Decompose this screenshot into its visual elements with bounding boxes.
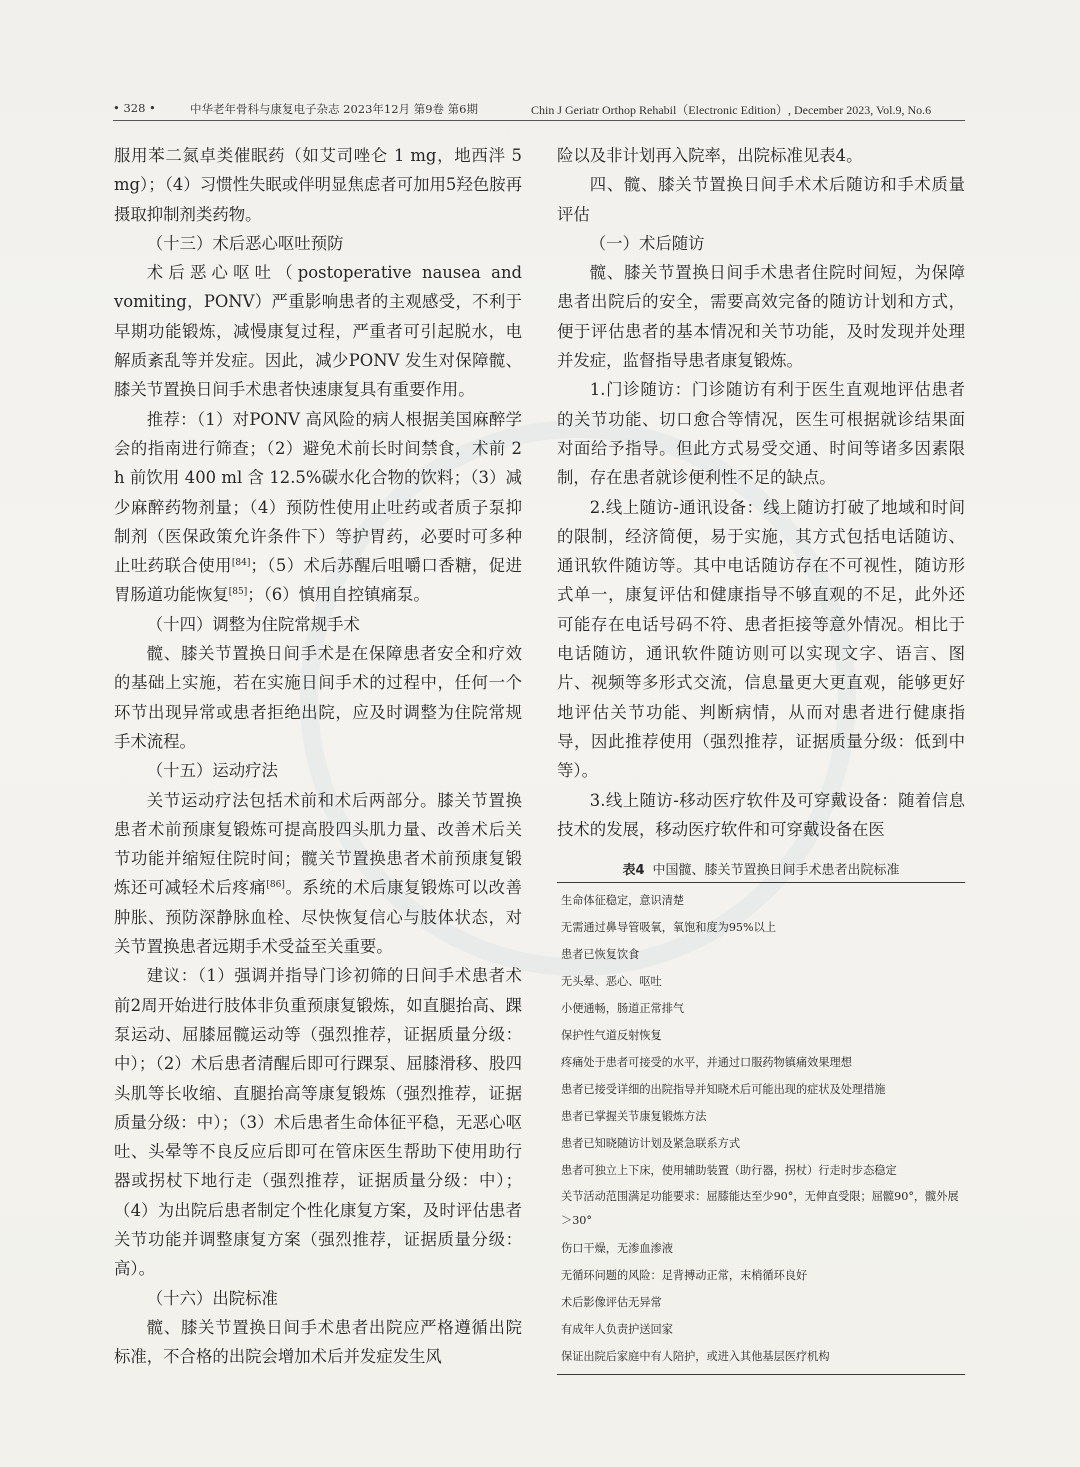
table-row: 患者已恢复饮食: [561, 948, 640, 961]
paragraph-text: 。系统的术后康复锻炼可以改善肿胀、预防深静脉血栓、尽快恢复信心与肢体状态，对关节置换患者远期手术受益至关重要。: [114, 878, 523, 957]
table-row: 保护性气道反射恢复: [561, 1029, 662, 1042]
section-heading: 四、髋、膝关节置换日间手术术后随访和手术质量评估: [557, 175, 965, 224]
table-row: 无头晕、恶心、呕吐: [561, 975, 662, 988]
table-row: 无需通过鼻导管吸氧，氧饱和度为95%以上: [561, 921, 777, 934]
page-number: • 328 •: [113, 101, 156, 115]
paragraph: [114, 786, 522, 962]
paragraph-text: 推荐：（1）对PONV 高风险的病人根据美国麻醉学会的指南进行筛查；（2）避免术前长时间禁食，术前 2 h 前饮用 400 ml 含 12.5%碳水化合物的饮料；（3）减少麻醉药物剂量；（4）预防性使用止吐药或者质子泵抑制剂（医保政策允许条件下）等护胃药，必要时可多种止吐药联合使用: [114, 409, 522, 576]
table-row: 生命体征稳定，意识清楚: [561, 894, 685, 907]
table-row: 有成年人负责护送回家: [561, 1323, 673, 1336]
journal-title-cn: 中华老年骨科与康复电子杂志 2023年12月 第9卷 第6期: [190, 102, 478, 116]
discharge-criteria-table: [557, 860, 965, 1375]
citation: [85]: [228, 587, 248, 598]
citation: [84]: [231, 558, 251, 569]
paragraph: 术后恶心呕吐（postoperative nausea and vomiting，PONV）严重影响患者的主观感受，不利于早期功能锻炼，减慢康复过程，严重者可引起脱水，电解质紊乱等并发症。因此，减少PONV 发生对保障髋、膝关节置换日间手术患者快速康复具有重要作用。: [114, 263, 522, 400]
paragraph-text: ；（5）术后苏醒后咀嚼口香糖，促进胃肠道功能恢复: [114, 556, 522, 605]
table-title: 中国髋、膝关节置换日间手术患者出院标准: [652, 863, 900, 878]
section-heading: （一）术后随访: [589, 233, 705, 253]
paragraph: 1.门诊随访：门诊随访有利于医生直观地评估患者的关节功能、切口愈合等情况，医生可根据就诊结果面对面给予指导。但此方式易受交通、时间等诸多因素限制，存在患者就诊便利性不足的缺点。: [557, 380, 965, 488]
paragraph: 髋、膝关节置换日间手术是在保障患者安全和疗效的基础上实施，若在实施日间手术的过程中，任何一个环节出现异常或患者拒绝出院，应及时调整为住院常规手术流程。: [114, 644, 522, 751]
paragraph: [114, 405, 522, 610]
paragraph: 建议：（1）强调并指导门诊初筛的日间手术患者术前2周开始进行肢体非负重预康复锻炼，如直腿抬高、踝泵运动、屈膝屈髋运动等（强烈推荐，证据质量分级：中）；（2）术后患者清醒后即可行踝泵、屈膝滑移、股四头肌等长收缩、直腿抬高等康复锻炼（强烈推荐，证据质量分级：中）；（3）术后患者生命体征平稳，无恶心呕吐、头晕等不良反应后即可在管床医生帮助下使用助行器或拐杖下地行走（强烈推荐，证据质量分级：中）；（4）为出院后患者制定个性化康复方案，及时评估患者关节功能并调整康复方案（强烈推荐，证据质量分级：高）。: [114, 966, 522, 1279]
table-row: 伤口干燥，无渗血渗液: [561, 1242, 673, 1255]
journal-title-en: Chin J Geriatr Orthop Rehabil（Electronic Edition）, December 2023, Vol.9, No.6: [531, 103, 932, 117]
paragraph: 服用苯二氮卓类催眠药（如艾司唑仑 1 mg，地西泮 5 mg）；（4）习惯性失眠或伴明显焦虑者可加用5羟色胺再摄取抑制剂类药物。: [114, 146, 522, 224]
left-column: [114, 141, 522, 1371]
table-caption: [557, 860, 965, 882]
paragraph: 险以及非计划再入院率，出院标准见表4。: [557, 146, 863, 165]
section-heading: （十三）术后恶心呕吐预防: [146, 233, 344, 253]
table-row: 疼痛处于患者可接受的水平，并通过口服药物镇痛效果理想: [561, 1056, 852, 1069]
table-row: 小便通畅，肠道正常排气: [561, 1002, 685, 1015]
table-row: 患者已知晓随访计划及紧急联系方式: [561, 1137, 741, 1150]
section-heading: （十五）运动疗法: [146, 761, 278, 781]
paragraph-text: 关节运动疗法包括术前和术后两部分。膝关节置换患者术前预康复锻炼可提高股四头肌力量、改善术后关节功能并缩短住院时间；髋关节置换患者术前预康复锻炼还可减轻术后疼痛: [114, 790, 522, 898]
table-label: 表4: [622, 863, 645, 878]
table-row: 术后影像评估无异常: [561, 1296, 662, 1309]
table-row: 患者可独立上下床，使用辅助装置（助行器，拐杖）行走时步态稳定: [561, 1164, 897, 1177]
paragraph-text: ；（6）慎用自控镇痛泵。: [247, 585, 430, 605]
right-column: [557, 141, 965, 844]
table-row: 患者已接受详细的出院指导并知晓术后可能出现的症状及处理措施: [561, 1083, 886, 1096]
table-row: 关节活动范围满足功能要求：屈膝能达至少90°，无伸直受限；屈髋90°，髋外展＞30°: [561, 1190, 959, 1227]
paragraph: 髋、膝关节置换日间手术患者出院应严格遵循出院标准，不合格的出院会增加术后并发症发生风: [114, 1317, 522, 1367]
section-heading: （十四）调整为住院常规手术: [146, 614, 360, 634]
table-row: 无循环问题的风险：足背搏动正常，末梢循环良好: [561, 1269, 808, 1282]
paragraph: 3.线上随访-移动医疗软件及可穿戴设备：随着信息技术的发展，移动医疗软件和可穿戴设备在医: [557, 790, 965, 839]
table-row: 保证出院后家庭中有人陪护，或进入其他基层医疗机构: [561, 1350, 830, 1363]
paragraph: 髋、膝关节置换日间手术患者住院时间短，为保障患者出院后的安全，需要高效完备的随访计划和方式，便于评估患者的基本情况和关节功能，及时发现并处理并发症，监督指导患者康复锻炼。: [557, 263, 965, 371]
table-row: 患者已掌握关节康复锻炼方法: [561, 1110, 707, 1123]
running-header: [113, 98, 965, 121]
table-body: [557, 882, 965, 1375]
section-heading: （十六）出院标准: [146, 1288, 278, 1308]
paragraph: 2.线上随访-通讯设备：线上随访打破了地域和时间的限制，经济简便，易于实施，其方式包括电话随访、通讯软件随访等。其中电话随访存在不可视性，随访形式单一，康复评估和健康指导不够直观的不足，此外还可能存在电话号码不符、患者拒接等意外情况。相比于电话随访，通讯软件随访则可以实现文字、语言、图片、视频等多形式交流，信息量更大更直观，能够更好地评估关节功能、判断病情，从而对患者进行健康指导，因此推荐使用（强烈推荐，证据质量分级：低到中等）。: [557, 497, 965, 781]
citation: [86]: [266, 880, 285, 891]
